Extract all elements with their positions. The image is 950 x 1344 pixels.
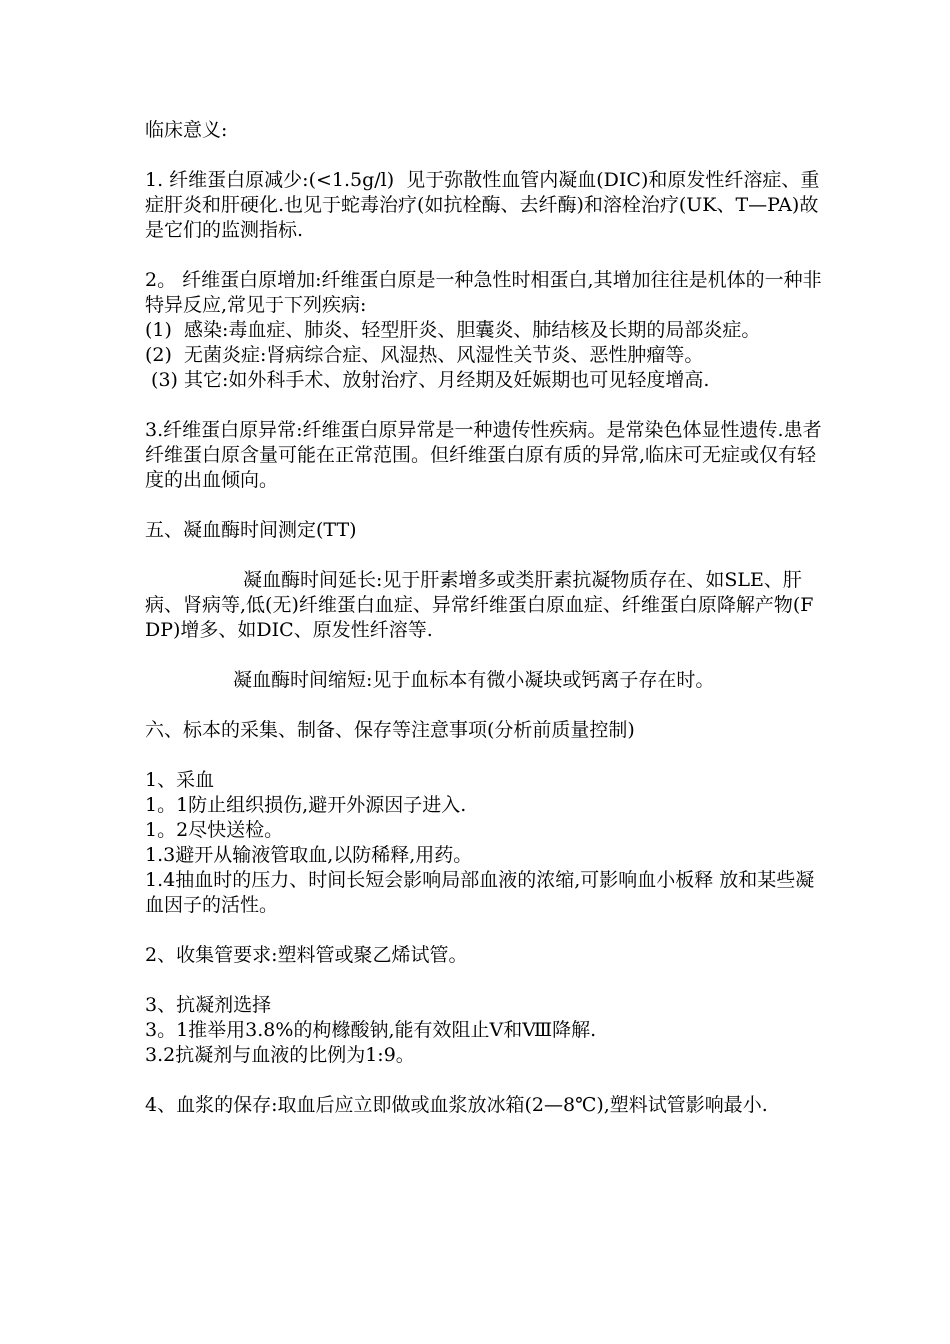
list-item-1-3: 1.3避开从输液管取血,以防稀释,用药。 xyxy=(145,844,473,866)
spacer xyxy=(145,543,825,568)
spacer xyxy=(145,918,825,943)
spacer xyxy=(145,693,825,718)
list-item-1-4: 1.4抽血时的压力、时间长短会影响局部血液的浓缩,可影响血小板释 放和某些凝血因子的活性。 xyxy=(145,869,815,916)
subsection-anticoagulant: 3、抗凝剂选择 xyxy=(145,994,272,1016)
subsection-blood-collection: 1、采血 xyxy=(145,769,215,791)
spacer xyxy=(145,643,825,668)
spacer xyxy=(145,968,825,993)
spacer xyxy=(145,743,825,768)
paragraph-fibrinogen-increase: 2。 纤维蛋白原增加:纤维蛋白原是一种急性时相蛋白,其增加往往是机体的一种非特异反应,常见于下列疾病: xyxy=(145,269,822,316)
list-item-3-1: 3。1推举用3.8%的枸橼酸钠,能有效阻止Ⅴ和Ⅷ降解. xyxy=(145,1019,597,1041)
spacer xyxy=(145,243,825,268)
paragraph-fibrinogen-abnormal: 3.纤维蛋白原异常:纤维蛋白原异常是一种遗传性疾病。是常染色体显性遗传.患者纤维蛋白原含量可能在正常范围。但纤维蛋白原有质的异常,临床可无症或仅有轻度的出血倾向。 xyxy=(145,419,822,491)
list-item-1-1: 1。1防止组织损伤,避开外源因子进入. xyxy=(145,794,467,816)
list-item-1-2: 1。2尽快送检。 xyxy=(145,819,284,841)
subsection-collection-tube: 2、收集管要求:塑料管或聚乙烯试管。 xyxy=(145,944,468,966)
list-item-other: (3) 其它:如外科手术、放射治疗、月经期及妊娠期也可见轻度增高. xyxy=(145,369,710,391)
paragraph-tt-prolonged xyxy=(145,568,825,643)
document-page xyxy=(145,118,825,1118)
section-6-title: 六、标本的采集、制备、保存等注意事项(分析前质量控制) xyxy=(145,719,635,741)
clinical-significance-heading: 临床意义: xyxy=(145,119,228,141)
tt-prolonged-text: 凝血酶时间延长:见于肝素增多或类肝素抗凝物质存在、如SLE、肝病、肾病等,低(无)纤维蛋白血症、异常纤维蛋白原血症、纤维蛋白原降解产物(FDP)增多、如DIC、原发性纤溶等. xyxy=(145,569,814,641)
paragraph-fibrinogen-decrease: 1. 纤维蛋白原减少:(<1.5g/l) 见于弥散性血管内凝血(DIC)和原发性纤溶症、重症肝炎和肝硬化.也见于蛇毒治疗(如抗栓酶、去纤酶)和溶栓治疗(UK、T—PA)故是它们的监测指标. xyxy=(145,169,820,241)
list-item-infection: (1) 感染:毒血症、肺炎、轻型肝炎、胆囊炎、肺结核及长期的局部炎症。 xyxy=(145,319,761,341)
paragraph-tt-shortened xyxy=(145,668,825,693)
subsection-plasma-storage: 4、血浆的保存:取血后应立即做或血浆放冰箱(2—8℃),塑料试管影响最小. xyxy=(145,1094,768,1116)
list-item-aseptic-inflammation: (2) 无菌炎症:肾病综合症、风湿热、风湿性关节炎、恶性肿瘤等。 xyxy=(145,344,704,366)
spacer xyxy=(145,143,825,168)
list-item-3-2: 3.2抗凝剂与血液的比例为1:9。 xyxy=(145,1044,415,1066)
section-5-title: 五、凝血酶时间测定(TT) xyxy=(145,519,357,541)
spacer xyxy=(145,393,825,418)
spacer xyxy=(145,1068,825,1093)
tt-shortened-text: 凝血酶时间缩短:见于血标本有微小凝块或钙离子存在时。 xyxy=(233,669,715,691)
spacer xyxy=(145,493,825,518)
